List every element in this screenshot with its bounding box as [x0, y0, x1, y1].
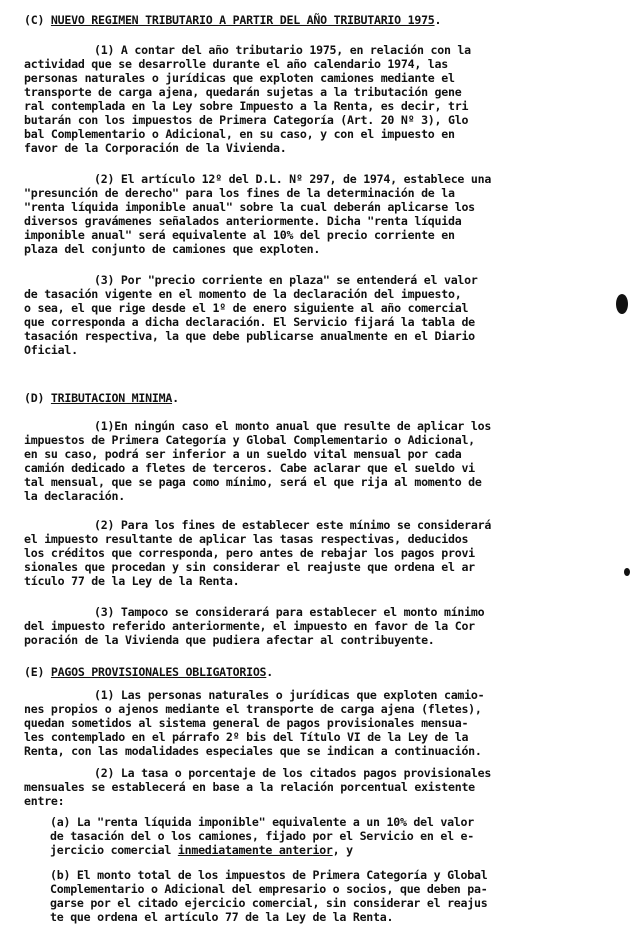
- punch-hole-mark: [616, 294, 628, 314]
- section-d-heading-period: .: [172, 391, 179, 405]
- paragraph-line: los créditos que corresponda, pero antes de rebajar los pagos provi: [24, 546, 475, 560]
- section-c-heading: [24, 13, 441, 27]
- paragraph-line: nes propios o ajenos mediante el transporte de carga ajena (fletes),: [24, 702, 482, 716]
- paragraph-line: la declaración.: [24, 489, 125, 503]
- section-d-title: TRIBUTACION MINIMA: [50, 391, 173, 405]
- section-e-paragraph-1: [24, 688, 610, 758]
- paragraph-line: transporte de carga ajena, quedarán sujetas a la tributación gene: [24, 85, 462, 99]
- section-e-item-b: [50, 868, 610, 924]
- section-d-label: (D): [24, 391, 51, 405]
- section-c-paragraph-2: [24, 172, 610, 256]
- paragraph-line: (a) La "renta líquida imponible" equivalente a un 10% del valor: [50, 815, 474, 829]
- paragraph-line: poración de la Vivienda que pudiera afectar al contribuyente.: [24, 633, 435, 647]
- paragraph-line: imponible anual" será equivalente al 10% del precio corriente en: [24, 228, 455, 242]
- paragraph-line: Oficial.: [24, 343, 78, 357]
- paragraph-line: del impuesto referido anteriormente, el impuesto en favor de la Cor: [24, 619, 475, 633]
- paragraph-line: (1) A contar del año tributario 1975, en relación con la: [94, 43, 471, 57]
- paragraph-line: "presunción de derecho" para los fines de la determinación de la: [24, 186, 455, 200]
- section-d-paragraph-3: [24, 605, 610, 647]
- paragraph-line: butarán con los impuestos de Primera Categoría (Art. 20 Nº 3), Glo: [24, 113, 469, 127]
- paragraph-line: de tasación vigente en el momento de la declaración del impuesto,: [24, 287, 462, 301]
- paragraph-line: garse por el citado ejercicio comercial, sin considerar el reajus: [50, 896, 488, 910]
- section-e-label: (E): [24, 665, 51, 679]
- section-e-item-a: [50, 815, 610, 857]
- section-e-heading-period: .: [266, 665, 274, 679]
- paragraph-line: ral contemplada en la Ley sobre Impuesto a la Renta, es decir, tri: [24, 99, 469, 113]
- paragraph-line: quedan sometidos al sistema general de pagos provisionales mensua-: [24, 716, 469, 730]
- paragraph-line: el impuesto resultante de aplicar las tasas respectivas, deducidos: [24, 532, 469, 546]
- underlined-text: inmediatamente anterior: [177, 843, 333, 857]
- paragraph-line: (b) El monto total de los impuestos de Primera Categoría y Global: [50, 868, 488, 882]
- section-c-label: (C): [24, 13, 51, 27]
- paragraph-line: entre:: [24, 794, 65, 808]
- paragraph-line: sionales que procedan y sin considerar el reajuste que ordena el ar: [24, 560, 475, 574]
- section-c-paragraph-3: [24, 273, 610, 357]
- paragraph-line: te que ordena el artículo 77 de la Ley de la Renta.: [50, 910, 394, 924]
- section-c-paragraph-1: [24, 43, 610, 155]
- section-c-title: NUEVO REGIMEN TRIBUTARIO A PARTIR DEL AÑO TRIBUTARIO 1975: [50, 13, 435, 27]
- paragraph-line: mensuales se establecerá en base a la relación porcentual existente: [24, 780, 475, 794]
- section-d-paragraph-1: [24, 419, 610, 503]
- paragraph-line: favor de la Corporación de la Vivienda.: [24, 141, 287, 155]
- section-e-heading: [24, 665, 273, 679]
- section-e-paragraph-2: [24, 766, 610, 808]
- paragraph-line: (2) Para los fines de establecer este mínimo se considerará: [94, 518, 492, 532]
- paragraph-line: actividad que se desarrolle durante el año calendario 1974, las: [24, 57, 448, 71]
- section-c-heading-period: .: [434, 13, 442, 27]
- paragraph-line: tasación respectiva, la que debe publicarse anualmente en el Diario: [24, 329, 475, 343]
- paragraph-line: que corresponda a dicha declaración. El Servicio fijará la tabla de: [24, 315, 475, 329]
- paragraph-line: (3) Tampoco se considerará para establecer el monto mínimo: [94, 605, 485, 619]
- paragraph-line: de tasación del o los camiones, fijado por el Servicio en el e-: [50, 829, 474, 843]
- section-e-title: PAGOS PROVISIONALES OBLIGATORIOS: [50, 665, 267, 679]
- paragraph-line: impuestos de Primera Categoría y Global Complementario o Adicional,: [24, 433, 475, 447]
- paragraph-line: tal mensual, que se paga como mínimo, será el que rija al momento de: [24, 475, 482, 489]
- paragraph-line: (2) La tasa o porcentaje de los citados pagos provisionales: [94, 766, 492, 780]
- paragraph-line: o sea, el que rige desde el 1º de enero siguiente al año comercial: [24, 301, 469, 315]
- paragraph-line: diversos gravámenes señalados anteriormente. Dicha "renta líquida: [24, 214, 462, 228]
- paragraph-line: [50, 843, 610, 857]
- line-text: , y: [332, 843, 353, 857]
- scan-speck: [624, 568, 630, 576]
- section-d-heading: [24, 391, 179, 405]
- paragraph-line: (2) El artículo 12º del D.L. Nº 297, de 1974, establece una: [94, 172, 492, 186]
- paragraph-line: (1) Las personas naturales o jurídicas que exploten camio-: [94, 688, 485, 702]
- paragraph-line: (3) Por "precio corriente en plaza" se entenderá el valor: [94, 273, 478, 287]
- paragraph-line: bal Complementario o Adicional, en su caso, y con el impuesto en: [24, 127, 455, 141]
- paragraph-line: tículo 77 de la Ley de la Renta.: [24, 574, 240, 588]
- paragraph-line: les contemplado en el párrafo 2º bis del Título VI de la Ley de la: [24, 730, 469, 744]
- paragraph-line: "renta líquida imponible anual" sobre la cual deberán aplicarse los: [24, 200, 475, 214]
- section-d-paragraph-2: [24, 518, 610, 588]
- line-text: jercicio comercial: [50, 843, 178, 857]
- paragraph-line: Renta, con las modalidades especiales que se indican a continuación.: [24, 744, 482, 758]
- paragraph-line: Complementario o Adicional del empresario o socios, que deben pa-: [50, 882, 488, 896]
- paragraph-line: plaza del conjunto de camiones que exploten.: [24, 242, 321, 256]
- paragraph-line: camión dedicado a fletes de terceros. Cabe aclarar que el sueldo vi: [24, 461, 475, 475]
- paragraph-line: personas naturales o jurídicas que exploten camiones mediante el: [24, 71, 455, 85]
- paragraph-line: (1)En ningún caso el monto anual que resulte de aplicar los: [94, 419, 492, 433]
- paragraph-line: en su caso, podrá ser inferior a un sueldo vital mensual por cada: [24, 447, 462, 461]
